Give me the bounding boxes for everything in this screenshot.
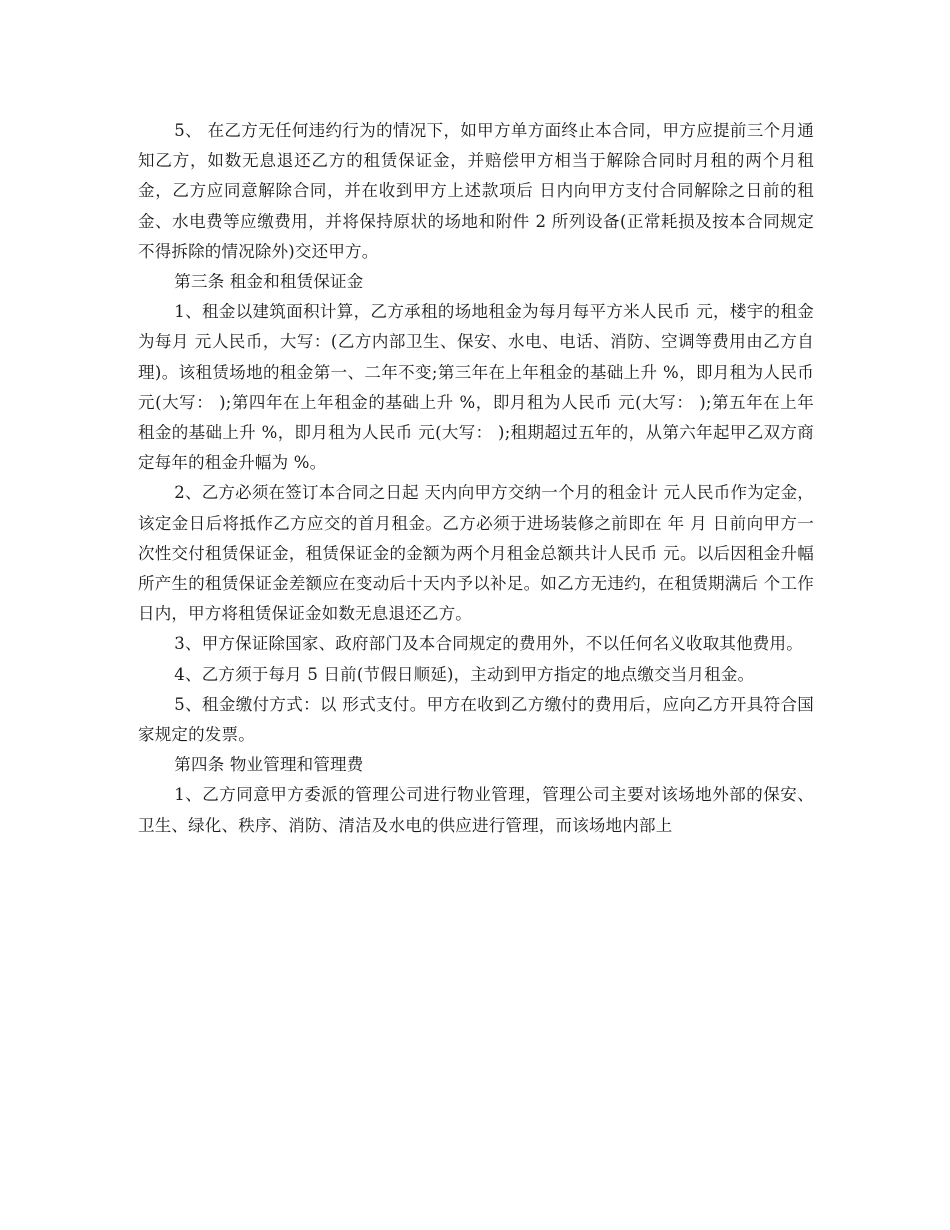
clause-paragraph: 1、租金以建筑面积计算，乙方承租的场地租金为每月每平方米人民币 元，楼宇的租金为每月 元人民币，大写：(乙方内部卫生、保安、水电、电话、消防、空调等费用由乙方自理)。该租赁场地的租金第一、二年不变;第三年在上年租金的基础上升 %，即月租为人民币 元(大写： );第四年在上年租金的基础上升 %，即月租为人民币 元(大写： );第五年在上年租金的基础上升 %，即月租为人民币 元(大写： );租期超过五年的，从第六年起甲乙双方商定每年的租金升幅为 %。 [138, 302, 814, 473]
clause-paragraph: 3、甲方保证除国家、政府部门及本合同规定的费用外，不以任何名义收取其他费用。 [174, 634, 803, 654]
article-heading: 第四条 物业管理和管理费 [174, 755, 364, 775]
article-heading: 第三条 租金和租赁保证金 [174, 272, 364, 292]
document-body [138, 116, 814, 841]
clause-paragraph: 4、乙方须于每月 5 日前(节假日顺延)，主动到甲方指定的地点缴交当月租金。 [174, 664, 755, 684]
clause-paragraph: 1、乙方同意甲方委派的管理公司进行物业管理，管理公司主要对该场地外部的保安、卫生、绿化、秩序、消防、清洁及水电的供应进行管理，而该场地内部上 [138, 785, 814, 835]
clause-paragraph: 2、乙方必须在签订本合同之日起 天内向甲方交纳一个月的租金计 元人民币作为定金，该定金日后将抵作乙方应交的首月租金。乙方必须于进场装修之前即在 年 月 日前向甲方一次性交付租赁保证金，租赁保证金的金额为两个月租金总额共计人民币 元。以后因租金升幅所产生的租赁保证金差额应在变动后十天内予以补足。如乙方无违约，在租赁期满后 个工作日内，甲方将租赁保证金如数无息退还乙方。 [138, 483, 814, 624]
clause-paragraph: 5、租金缴付方式：以 形式支付。甲方在收到乙方缴付的费用后，应向乙方开具符合国家规定的发票。 [138, 694, 814, 745]
clause-paragraph: 5、 在乙方无任何违约行为的情况下，如甲方单方面终止本合同，甲方应提前三个月通知乙方，如数无息退还乙方的租赁保证金，并赔偿甲方相当于解除合同时月租的两个月租金，乙方应同意解除合同，并在收到甲方上述款项后 日内向甲方支付合同解除之日前的租金、水电费等应缴费用，并将保持原状的场地和附件 2 所列设备(正常耗损及按本合同规定不得拆除的情况除外)交还甲方。 [138, 121, 814, 261]
